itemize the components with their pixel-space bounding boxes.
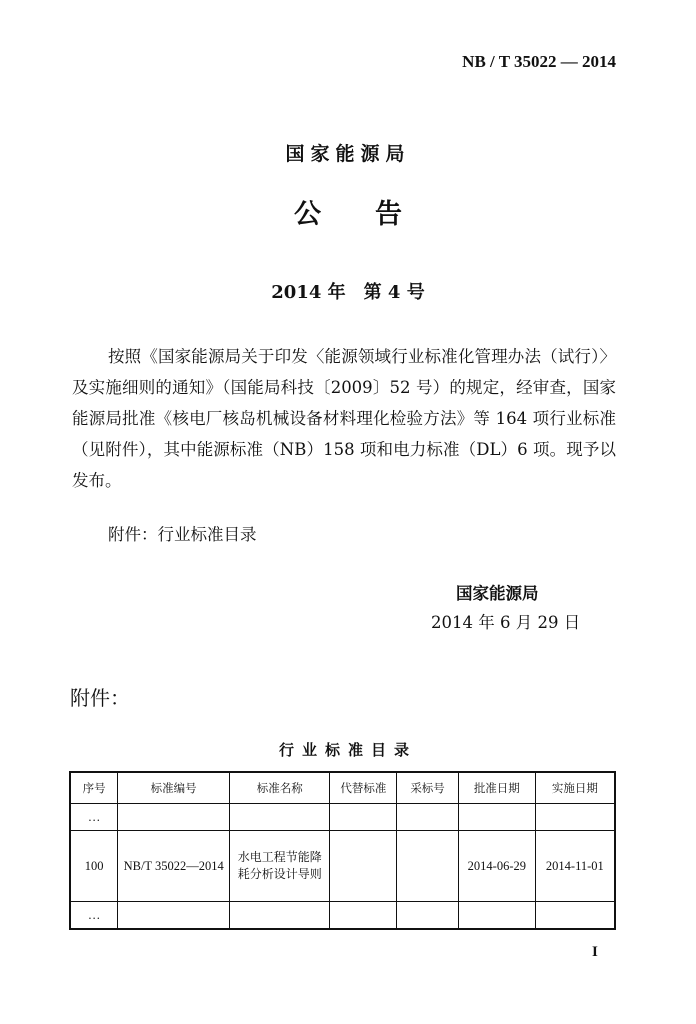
cell-name bbox=[229, 804, 330, 831]
announcement-paragraph: 按照《国家能源局关于印发〈能源领域行业标准化管理办法（试行）〉及实施细则的通知》（国能局科技〔2009〕52 号）的规定，经审查，国家能源局批准《核电厂核岛机械设备材料理化检验方法》等 164 项行业标准（见附件），其中能源标准（NB）158 项和电力标准（DL）6 项。现予以发布。 bbox=[72, 347, 616, 490]
table-row bbox=[70, 804, 615, 831]
cell-approved bbox=[458, 804, 535, 831]
cell-replaces bbox=[330, 804, 397, 831]
table-header-row bbox=[70, 772, 615, 804]
cell-replaces bbox=[330, 831, 397, 902]
signature-agency: 国家能源局 bbox=[456, 584, 539, 603]
standard-number: NB / T 35022 — 2014 bbox=[462, 52, 616, 71]
cell-code bbox=[118, 902, 230, 930]
table-row bbox=[70, 902, 615, 930]
cell-effective bbox=[535, 804, 615, 831]
cell-effective bbox=[535, 902, 615, 930]
attachment-heading: 附件： bbox=[70, 686, 130, 710]
cell-code: NB/T 35022—2014 bbox=[118, 831, 230, 902]
table-row bbox=[70, 831, 615, 902]
cell-adopted bbox=[397, 804, 459, 831]
cell-name bbox=[229, 902, 330, 930]
attachment-note: 附件：行业标准目录 bbox=[108, 525, 257, 544]
cell-no: … bbox=[70, 902, 118, 930]
standards-catalog-table bbox=[69, 771, 616, 930]
column-header: 序号 bbox=[70, 772, 118, 804]
cell-no: 100 bbox=[70, 831, 118, 902]
cell-effective: 2014-11-01 bbox=[535, 831, 615, 902]
column-header: 代替标准 bbox=[330, 772, 397, 804]
column-header: 采标号 bbox=[397, 772, 459, 804]
cell-approved bbox=[458, 902, 535, 930]
signature-date: 2014 年 6 月 29 日 bbox=[431, 613, 581, 632]
cell-no: … bbox=[70, 804, 118, 831]
cell-code bbox=[118, 804, 230, 831]
cell-approved: 2014-06-29 bbox=[458, 831, 535, 902]
column-header: 标准编号 bbox=[118, 772, 230, 804]
notice-title: 公告 bbox=[294, 199, 456, 230]
issuing-agency-title: 国家能源局 bbox=[285, 143, 411, 165]
issue-number: 2014 年 第 4 号 bbox=[271, 282, 425, 303]
cell-name: 水电工程节能降耗分析设计导则 bbox=[229, 831, 330, 902]
cell-adopted bbox=[397, 831, 459, 902]
catalog-table-title: 行业标准目录 bbox=[278, 741, 417, 759]
cell-replaces bbox=[330, 902, 397, 930]
column-header: 标准名称 bbox=[229, 772, 330, 804]
announcement-body bbox=[72, 341, 616, 496]
cell-adopted bbox=[397, 902, 459, 930]
page-number: I bbox=[592, 944, 598, 960]
column-header: 实施日期 bbox=[535, 772, 615, 804]
column-header: 批准日期 bbox=[458, 772, 535, 804]
